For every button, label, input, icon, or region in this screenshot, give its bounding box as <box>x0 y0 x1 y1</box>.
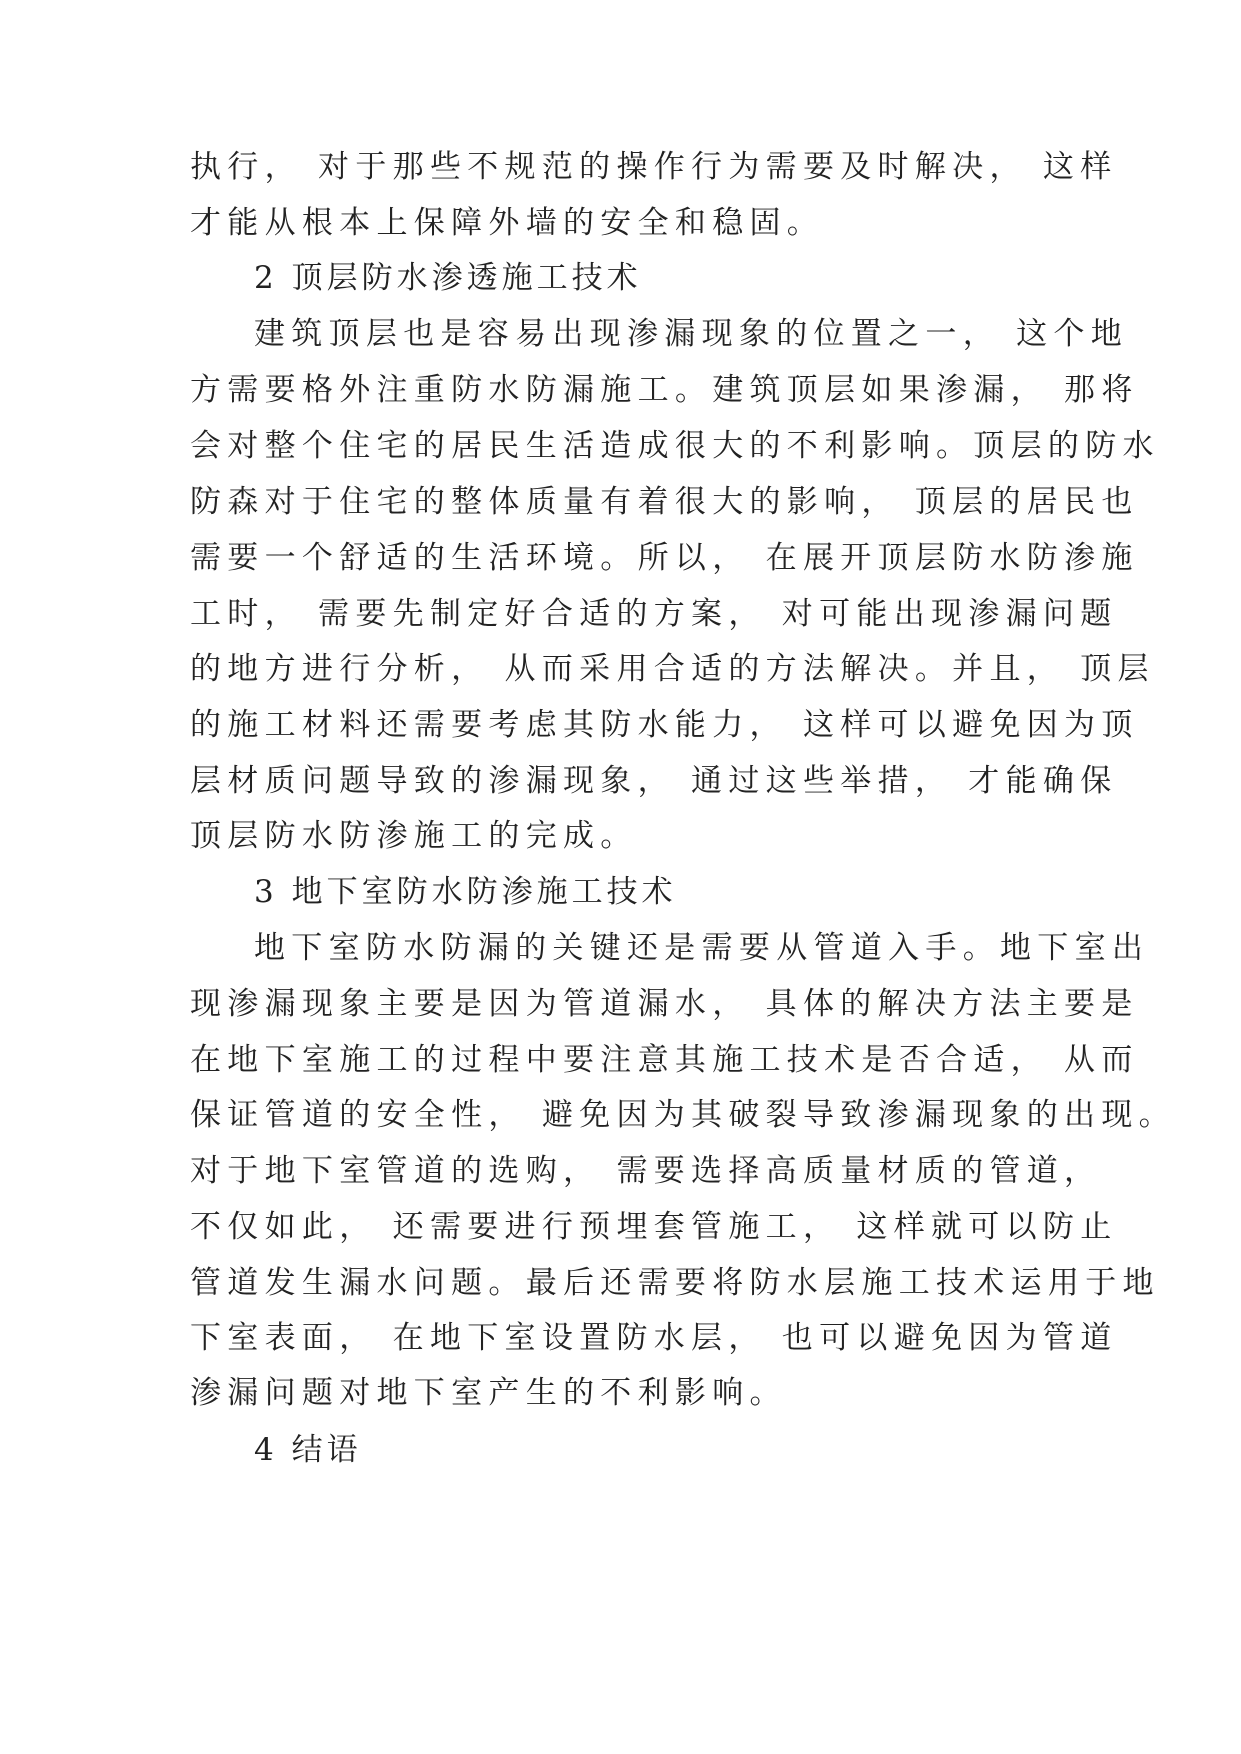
text-line: 执行， 对于那些不规范的操作行为需要及时解决， 这样 <box>190 149 1118 185</box>
text-line: 才能从根本上保障外墙的安全和稳固。 <box>190 205 825 241</box>
section-heading: 2 顶层防水渗透施工技术 <box>254 260 642 296</box>
text-line: 层材质问题导致的渗漏现象， 通过这些举措， 才能确保 <box>190 763 1118 799</box>
section-heading: 3 地下室防水防渗施工技术 <box>254 874 677 910</box>
text-line: 现渗漏现象主要是因为管道漏水， 具体的解决方法主要是 <box>190 986 1139 1022</box>
text-line: 的地方进行分析， 从而采用合适的方法解决。并且， 顶层 <box>190 651 1155 687</box>
section-heading: 4 结语 <box>254 1432 362 1468</box>
text-line: 方需要格外注重防水防漏施工。建筑顶层如果渗漏， 那将 <box>190 372 1139 408</box>
text-line: 顶层防水防渗施工的完成。 <box>190 818 638 854</box>
text-line: 下室表面， 在地下室设置防水层， 也可以避免因为管道 <box>190 1320 1118 1356</box>
text-line: 在地下室施工的过程中要注意其施工技术是否合适， 从而 <box>190 1042 1139 1078</box>
text-line: 的施工材料还需要考虑其防水能力， 这样可以避免因为顶 <box>190 707 1139 743</box>
text-line: 会对整个住宅的居民生活造成很大的不利影响。顶层的防水 <box>190 428 1160 464</box>
text-line: 地下室防水防漏的关键还是需要从管道入手。地下室出 <box>254 930 1150 966</box>
text-line: 工时， 需要先制定好合适的方案， 对可能出现渗漏问题 <box>190 596 1118 632</box>
text-line: 不仅如此， 还需要进行预埋套管施工， 这样就可以防止 <box>190 1209 1118 1245</box>
text-line: 防森对于住宅的整体质量有着很大的影响， 顶层的居民也 <box>190 484 1139 520</box>
text-line: 保证管道的安全性， 避免因为其破裂导致渗漏现象的出现。 <box>190 1097 1176 1133</box>
text-line: 渗漏问题对地下室产生的不利影响。 <box>190 1375 787 1411</box>
text-line: 建筑顶层也是容易出现渗漏现象的位置之一， 这个地 <box>254 316 1129 352</box>
text-line: 需要一个舒适的生活环境。所以， 在展开顶层防水防渗施 <box>190 540 1139 576</box>
text-line: 管道发生漏水问题。最后还需要将防水层施工技术运用于地 <box>190 1265 1160 1301</box>
text-line: 对于地下室管道的选购， 需要选择高质量材质的管道， <box>190 1153 1102 1189</box>
